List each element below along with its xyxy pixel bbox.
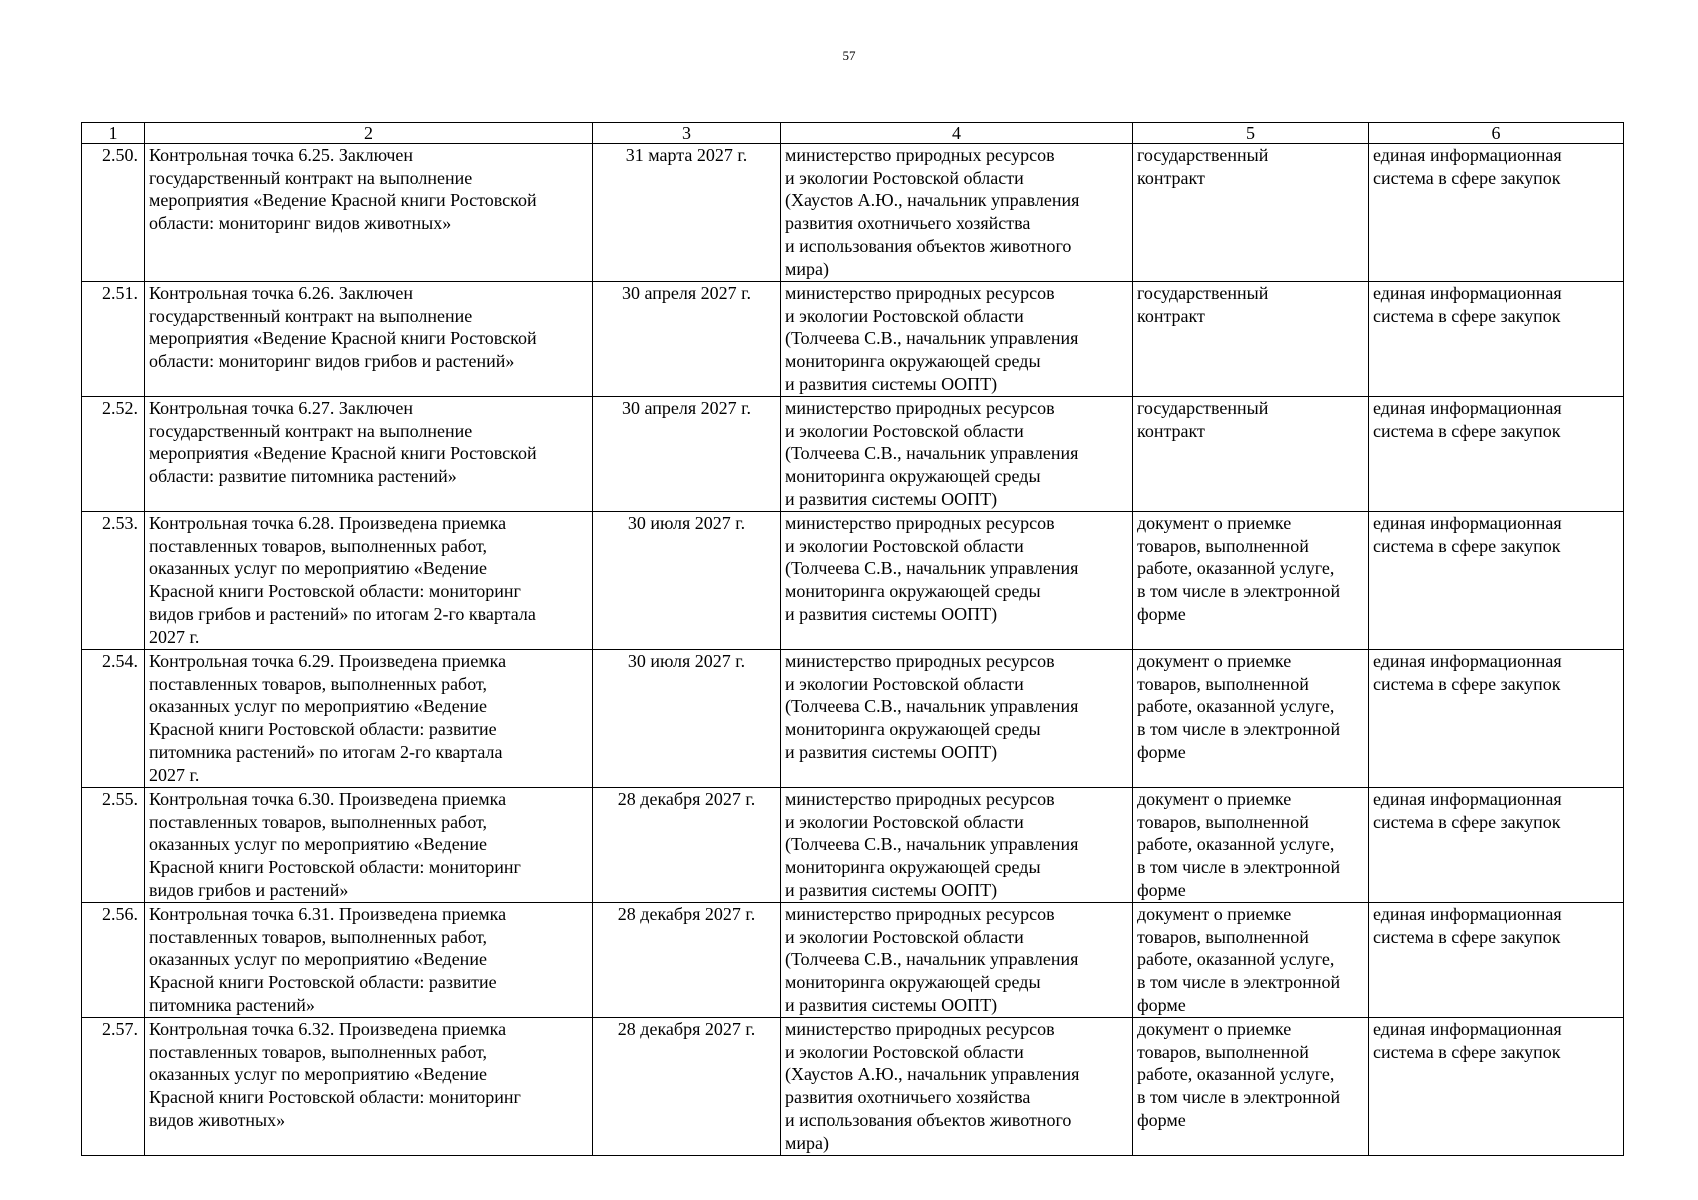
document-type-line: товаров, выполненной [1137, 926, 1309, 947]
information-system-line: система в сфере закупок [1373, 811, 1561, 832]
document-type-line: в том числе в электронной [1137, 581, 1341, 602]
responsible-party-line: министерство природных ресурсов [785, 651, 1055, 671]
row-number: 2.56. [82, 903, 145, 1018]
row-number: 2.50. [82, 144, 145, 282]
event-description [145, 282, 593, 397]
event-description-line: питомника растений» по итогам 2-го квартала [149, 741, 503, 762]
document-type-line: форме [1137, 1109, 1186, 1130]
document-type-line: работе, оказанной услуге, [1137, 1064, 1335, 1085]
event-description-line: питомника растений» [149, 994, 315, 1015]
information-system-line: система в сфере закупок [1373, 535, 1561, 556]
column-header: 5 [1133, 123, 1369, 144]
page-number: 57 [842, 48, 856, 63]
responsible-party [781, 144, 1133, 282]
event-description [145, 650, 593, 788]
event-description-line: государственный контракт на выполнение [149, 420, 473, 441]
responsible-party-line: министерство природных ресурсов [785, 904, 1055, 924]
responsible-party-line: (Толчеева С.В., начальник управления [785, 328, 1079, 349]
information-system [1369, 397, 1624, 512]
document-type [1133, 650, 1369, 788]
document-type-line: товаров, выполненной [1137, 535, 1309, 556]
document-type [1133, 144, 1369, 282]
responsible-party-line: развития охотничьего хозяйства [785, 213, 1031, 234]
responsible-party-line: министерство природных ресурсов [785, 283, 1055, 303]
event-description-line: поставленных товаров, выполненных работ, [149, 926, 487, 947]
column-header: 6 [1369, 123, 1624, 144]
responsible-party-line: и использования объектов животного [785, 1109, 1072, 1130]
event-description-line: Контрольная точка 6.28. Произведена приемка [149, 513, 507, 533]
column-header: 2 [145, 123, 593, 144]
responsible-party [781, 512, 1133, 650]
table-row [82, 144, 1624, 282]
responsible-party [781, 1018, 1133, 1156]
responsible-party-line: министерство природных ресурсов [785, 398, 1055, 418]
responsible-party-line: мониторинга окружающей среды [785, 857, 1041, 878]
responsible-party-line: (Толчеева С.В., начальник управления [785, 443, 1079, 464]
due-date: 30 июля 2027 г. [593, 650, 781, 788]
document-type-line: документ о приемке [1137, 513, 1292, 533]
table-row [82, 650, 1624, 788]
event-description-line: Контрольная точка 6.32. Произведена приемка [149, 1019, 507, 1039]
document-type-line: работе, оказанной услуге, [1137, 949, 1335, 970]
event-description-line: оказанных услуг по мероприятию «Ведение [149, 1064, 487, 1085]
document-type-line: государственный [1137, 398, 1269, 418]
event-description-line: Контрольная точка 6.30. Произведена приемка [149, 789, 507, 809]
information-system-line: единая информационная [1373, 145, 1562, 165]
information-system-line: единая информационная [1373, 513, 1562, 533]
responsible-party [781, 903, 1133, 1018]
event-description-line: области: развитие питомника растений» [149, 466, 457, 487]
responsible-party-line: и развития системы ООПТ) [785, 373, 998, 394]
event-description [145, 397, 593, 512]
information-system-line: единая информационная [1373, 1019, 1562, 1039]
event-description-line: мероприятия «Ведение Красной книги Ростовской [149, 443, 537, 464]
information-system-line: единая информационная [1373, 904, 1562, 924]
information-system [1369, 512, 1624, 650]
responsible-party-line: (Хаустов А.Ю., начальник управления [785, 190, 1080, 211]
information-system-line: система в сфере закупок [1373, 1041, 1561, 1062]
responsible-party-line: и развития системы ООПТ) [785, 603, 998, 624]
responsible-party [781, 650, 1133, 788]
information-system [1369, 650, 1624, 788]
table-row [82, 282, 1624, 397]
column-header: 4 [781, 123, 1133, 144]
event-description-line: Красной книги Ростовской области: мониторинг [149, 581, 521, 602]
table-row [82, 903, 1624, 1018]
event-description-line: государственный контракт на выполнение [149, 305, 473, 326]
due-date: 30 апреля 2027 г. [593, 397, 781, 512]
document-type-line: работе, оказанной услуге, [1137, 696, 1335, 717]
event-description-line: государственный контракт на выполнение [149, 167, 473, 188]
information-system-line: система в сфере закупок [1373, 420, 1561, 441]
responsible-party [781, 282, 1133, 397]
responsible-party-line: министерство природных ресурсов [785, 789, 1055, 809]
document-type-line: работе, оказанной услуге, [1137, 834, 1335, 855]
document-type [1133, 397, 1369, 512]
event-description-line: поставленных товаров, выполненных работ, [149, 535, 487, 556]
event-description-line: видов животных» [149, 1109, 286, 1130]
event-description-line: поставленных товаров, выполненных работ, [149, 1041, 487, 1062]
responsible-party [781, 788, 1133, 903]
event-description-line: мероприятия «Ведение Красной книги Ростовской [149, 328, 537, 349]
responsible-party-line: и экологии Ростовской области [785, 420, 1024, 441]
document-type-line: документ о приемке [1137, 651, 1292, 671]
event-description-line: Красной книги Ростовской области: развитие [149, 972, 497, 993]
table-row [82, 512, 1624, 650]
event-description-line: поставленных товаров, выполненных работ, [149, 811, 487, 832]
document-type-line: контракт [1137, 420, 1205, 441]
document-type-line: документ о приемке [1137, 1019, 1292, 1039]
event-description-line: оказанных услуг по мероприятию «Ведение [149, 558, 487, 579]
row-number: 2.54. [82, 650, 145, 788]
event-description-line: Контрольная точка 6.26. Заключен [149, 283, 414, 303]
document-type [1133, 788, 1369, 903]
responsible-party-line: развития охотничьего хозяйства [785, 1087, 1031, 1108]
document-type-line: в том числе в электронной [1137, 1087, 1341, 1108]
responsible-party-line: министерство природных ресурсов [785, 513, 1055, 533]
column-header: 1 [82, 123, 145, 144]
responsible-party-line: министерство природных ресурсов [785, 1019, 1055, 1039]
table-row [82, 1018, 1624, 1156]
responsible-party [781, 397, 1133, 512]
due-date: 28 декабря 2027 г. [593, 788, 781, 903]
event-description-line: поставленных товаров, выполненных работ, [149, 673, 487, 694]
due-date: 28 декабря 2027 г. [593, 1018, 781, 1156]
responsible-party-line: и экологии Ростовской области [785, 926, 1024, 947]
event-description-line: области: мониторинг видов грибов и растений» [149, 351, 515, 372]
row-number: 2.52. [82, 397, 145, 512]
document-type-line: товаров, выполненной [1137, 811, 1309, 832]
column-header: 3 [593, 123, 781, 144]
row-number: 2.57. [82, 1018, 145, 1156]
event-description [145, 903, 593, 1018]
responsible-party-line: и использования объектов животного [785, 235, 1072, 256]
document-type-line: государственный [1137, 283, 1269, 303]
document-type-line: работе, оказанной услуге, [1137, 558, 1335, 579]
responsible-party-line: и экологии Ростовской области [785, 305, 1024, 326]
responsible-party-line: и экологии Ростовской области [785, 167, 1024, 188]
document-type-line: товаров, выполненной [1137, 673, 1309, 694]
document-type-line: государственный [1137, 145, 1269, 165]
information-system-line: система в сфере закупок [1373, 673, 1561, 694]
due-date: 30 июля 2027 г. [593, 512, 781, 650]
due-date: 31 марта 2027 г. [593, 144, 781, 282]
document-type-line: форме [1137, 994, 1186, 1015]
information-system-line: единая информационная [1373, 651, 1562, 671]
responsible-party-line: и экологии Ростовской области [785, 1041, 1024, 1062]
responsible-party-line: мониторинга окружающей среды [785, 466, 1041, 487]
table-row [82, 788, 1624, 903]
information-system [1369, 788, 1624, 903]
responsible-party-line: мира) [785, 1132, 830, 1153]
event-description-line: оказанных услуг по мероприятию «Ведение [149, 949, 487, 970]
responsible-party-line: и экологии Ростовской области [785, 811, 1024, 832]
event-description-line: видов грибов и растений» по итогам 2-го квартала [149, 603, 536, 624]
document-type-line: контракт [1137, 305, 1205, 326]
event-description [145, 512, 593, 650]
information-system-line: единая информационная [1373, 398, 1562, 418]
document-type-line: контракт [1137, 167, 1205, 188]
responsible-party-line: мира) [785, 258, 830, 279]
document-type [1133, 1018, 1369, 1156]
document-type-line: форме [1137, 741, 1186, 762]
responsible-party-line: и экологии Ростовской области [785, 535, 1024, 556]
event-description-line: Контрольная точка 6.25. Заключен [149, 145, 414, 165]
document-type-line: документ о приемке [1137, 789, 1292, 809]
responsible-party-line: (Толчеева С.В., начальник управления [785, 949, 1079, 970]
event-description-line: 2027 г. [149, 764, 200, 785]
event-description-line: Красной книги Ростовской области: мониторинг [149, 857, 521, 878]
document-type-line: документ о приемке [1137, 904, 1292, 924]
document-type [1133, 512, 1369, 650]
event-description-line: области: мониторинг видов животных» [149, 213, 452, 234]
responsible-party-line: (Хаустов А.Ю., начальник управления [785, 1064, 1080, 1085]
table-header-row [82, 123, 1624, 144]
event-description-line: Красной книги Ростовской области: развитие [149, 719, 497, 740]
due-date: 28 декабря 2027 г. [593, 903, 781, 1018]
event-description-line: Контрольная точка 6.31. Произведена приемка [149, 904, 507, 924]
document-type-line: в том числе в электронной [1137, 719, 1341, 740]
information-system [1369, 903, 1624, 1018]
responsible-party-line: министерство природных ресурсов [785, 145, 1055, 165]
document-type-line: в том числе в электронной [1137, 972, 1341, 993]
event-description-line: 2027 г. [149, 626, 200, 647]
responsible-party-line: мониторинга окружающей среды [785, 719, 1041, 740]
responsible-party-line: (Толчеева С.В., начальник управления [785, 558, 1079, 579]
document-type-line: форме [1137, 603, 1186, 624]
responsible-party-line: (Толчеева С.В., начальник управления [785, 834, 1079, 855]
information-system [1369, 1018, 1624, 1156]
due-date: 30 апреля 2027 г. [593, 282, 781, 397]
responsible-party-line: и развития системы ООПТ) [785, 741, 998, 762]
document-type-line: товаров, выполненной [1137, 1041, 1309, 1062]
document-type-line: в том числе в электронной [1137, 857, 1341, 878]
responsible-party-line: мониторинга окружающей среды [785, 581, 1041, 602]
event-description-line: Контрольная точка 6.27. Заключен [149, 398, 414, 418]
table-row [82, 397, 1624, 512]
responsible-party-line: мониторинга окружающей среды [785, 972, 1041, 993]
row-number: 2.53. [82, 512, 145, 650]
document-type [1133, 282, 1369, 397]
event-description-line: оказанных услуг по мероприятию «Ведение [149, 834, 487, 855]
event-description-line: Красной книги Ростовской области: мониторинг [149, 1087, 521, 1108]
responsible-party-line: и развития системы ООПТ) [785, 994, 998, 1015]
information-system-line: система в сфере закупок [1373, 305, 1561, 326]
information-system-line: единая информационная [1373, 789, 1562, 809]
responsible-party-line: мониторинга окружающей среды [785, 351, 1041, 372]
responsible-party-line: и развития системы ООПТ) [785, 879, 998, 900]
event-description [145, 144, 593, 282]
row-number: 2.51. [82, 282, 145, 397]
event-description-line: Контрольная точка 6.29. Произведена приемка [149, 651, 507, 671]
row-number: 2.55. [82, 788, 145, 903]
event-description [145, 1018, 593, 1156]
information-system [1369, 282, 1624, 397]
responsible-party-line: и экологии Ростовской области [785, 673, 1024, 694]
control-points-table [81, 122, 1624, 1156]
table-body [82, 144, 1624, 1156]
information-system-line: система в сфере закупок [1373, 167, 1561, 188]
event-description [145, 788, 593, 903]
information-system-line: система в сфере закупок [1373, 926, 1561, 947]
responsible-party-line: (Толчеева С.В., начальник управления [785, 696, 1079, 717]
document-type-line: форме [1137, 879, 1186, 900]
document-type [1133, 903, 1369, 1018]
information-system [1369, 144, 1624, 282]
event-description-line: мероприятия «Ведение Красной книги Ростовской [149, 190, 537, 211]
event-description-line: видов грибов и растений» [149, 879, 349, 900]
event-description-line: оказанных услуг по мероприятию «Ведение [149, 696, 487, 717]
responsible-party-line: и развития системы ООПТ) [785, 488, 998, 509]
information-system-line: единая информационная [1373, 283, 1562, 303]
